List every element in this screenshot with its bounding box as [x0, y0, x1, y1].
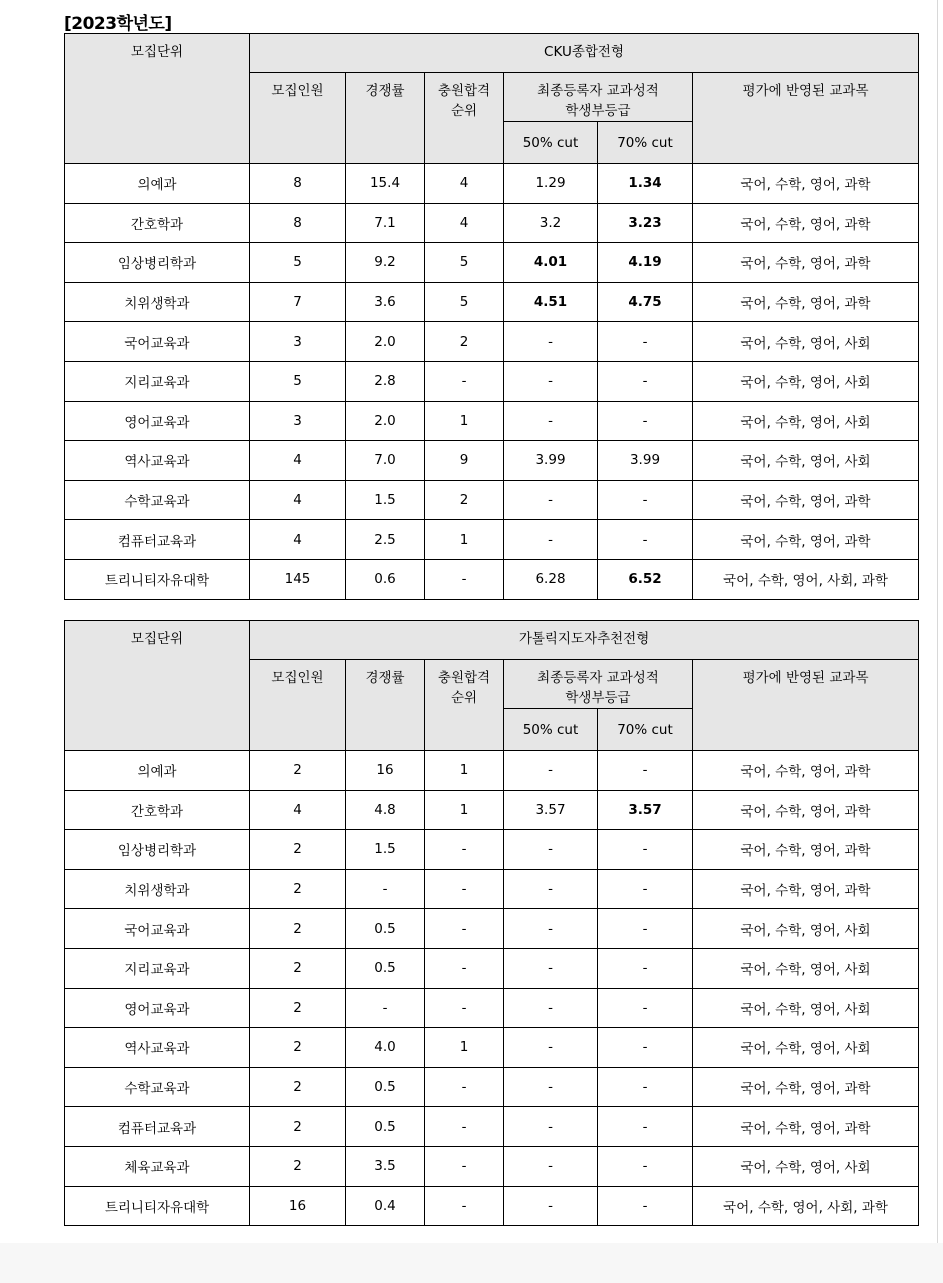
unit-cell: 수학교육과	[65, 480, 250, 520]
count-cell: 2	[250, 909, 346, 949]
rank-cell: -	[425, 361, 504, 401]
cut70-cell: 3.99	[598, 441, 693, 481]
section-title: [2023학년도]	[64, 14, 172, 34]
cut50-cell: -	[504, 909, 598, 949]
unit-cell: 치위생학과	[65, 282, 250, 322]
rate-cell: 0.6	[346, 559, 425, 599]
cut70-cell: 6.52	[598, 559, 693, 599]
header-grade	[504, 73, 693, 122]
rank-cell: -	[425, 1067, 504, 1107]
table-row	[65, 1067, 919, 1107]
rank-cell: 1	[425, 751, 504, 791]
unit-cell: 임상병리학과	[65, 830, 250, 870]
page-edge	[937, 0, 938, 1283]
count-cell: 2	[250, 751, 346, 791]
cut70-cell: -	[598, 751, 693, 791]
cut70-cell: -	[598, 1107, 693, 1147]
unit-cell: 의예과	[65, 751, 250, 791]
cut70-cell: -	[598, 520, 693, 560]
rate-cell: 4.0	[346, 1028, 425, 1068]
rate-cell: 0.5	[346, 909, 425, 949]
subjects-cell: 국어, 수학, 영어, 과학	[693, 869, 919, 909]
cut50-cell: -	[504, 322, 598, 362]
unit-cell: 체육교육과	[65, 1146, 250, 1186]
rank-cell: -	[425, 830, 504, 870]
unit-cell: 컴퓨터교육과	[65, 520, 250, 560]
header-line: 순위	[450, 103, 478, 119]
rank-cell: -	[425, 909, 504, 949]
header-unit: 모집단위	[65, 34, 250, 164]
cut50-cell: 4.51	[504, 282, 598, 322]
rank-cell: -	[425, 1107, 504, 1147]
cut50-cell: -	[504, 1067, 598, 1107]
header-unit: 모집단위	[65, 621, 250, 751]
header-cut70: 70% cut	[598, 122, 693, 164]
rank-cell: -	[425, 1146, 504, 1186]
header-line: 학생부등급	[565, 103, 631, 119]
table-row	[65, 909, 919, 949]
table-row	[65, 988, 919, 1028]
header-count: 모집인원	[250, 73, 346, 164]
count-cell: 3	[250, 401, 346, 441]
rate-cell: 9.2	[346, 243, 425, 283]
cut70-cell: -	[598, 988, 693, 1028]
rank-cell: 4	[425, 164, 504, 204]
cut50-cell: 6.28	[504, 559, 598, 599]
rank-cell: 5	[425, 243, 504, 283]
unit-cell: 치위생학과	[65, 869, 250, 909]
subjects-cell: 국어, 수학, 영어, 과학	[693, 480, 919, 520]
count-cell: 3	[250, 322, 346, 362]
subjects-cell: 국어, 수학, 영어, 과학	[693, 520, 919, 560]
header-line: 충원합격	[437, 83, 491, 99]
header-count: 모집인원	[250, 660, 346, 751]
cut50-cell: -	[504, 830, 598, 870]
header-admission-type: CKU종합전형	[250, 34, 919, 73]
rate-cell: 4.8	[346, 790, 425, 830]
count-cell: 5	[250, 361, 346, 401]
table-row	[65, 480, 919, 520]
unit-cell: 영어교육과	[65, 988, 250, 1028]
unit-cell: 의예과	[65, 164, 250, 204]
subjects-cell: 국어, 수학, 영어, 사회	[693, 948, 919, 988]
cut70-cell: -	[598, 909, 693, 949]
cut50-cell: -	[504, 1186, 598, 1226]
count-cell: 2	[250, 948, 346, 988]
count-cell: 2	[250, 1146, 346, 1186]
subjects-cell: 국어, 수학, 영어, 사회	[693, 441, 919, 481]
rank-cell: -	[425, 988, 504, 1028]
rate-cell: 0.5	[346, 1107, 425, 1147]
table-row	[65, 361, 919, 401]
cut50-cell: -	[504, 480, 598, 520]
unit-cell: 간호학과	[65, 790, 250, 830]
subjects-cell: 국어, 수학, 영어, 과학	[693, 751, 919, 791]
count-cell: 2	[250, 988, 346, 1028]
cut70-cell: 3.57	[598, 790, 693, 830]
subjects-cell: 국어, 수학, 영어, 과학	[693, 790, 919, 830]
subjects-cell: 국어, 수학, 영어, 과학	[693, 203, 919, 243]
table-row	[65, 520, 919, 560]
rank-cell: 1	[425, 790, 504, 830]
rank-cell: -	[425, 1186, 504, 1226]
rate-cell: 1.5	[346, 830, 425, 870]
cut50-cell: -	[504, 948, 598, 988]
subjects-cell: 국어, 수학, 영어, 과학	[693, 243, 919, 283]
header-rate: 경쟁률	[346, 73, 425, 164]
count-cell: 2	[250, 1067, 346, 1107]
count-cell: 2	[250, 869, 346, 909]
cut70-cell: -	[598, 480, 693, 520]
unit-cell: 국어교육과	[65, 909, 250, 949]
header-subjects: 평가에 반영된 교과목	[693, 660, 919, 751]
header-rate: 경쟁률	[346, 660, 425, 751]
unit-cell: 간호학과	[65, 203, 250, 243]
cut50-cell: -	[504, 988, 598, 1028]
cut50-cell: 3.2	[504, 203, 598, 243]
cut50-cell: -	[504, 869, 598, 909]
subjects-cell: 국어, 수학, 영어, 사회, 과학	[693, 559, 919, 599]
cut50-cell: 4.01	[504, 243, 598, 283]
admission-table-1	[64, 33, 919, 600]
cut50-cell: 3.57	[504, 790, 598, 830]
cut50-cell: 3.99	[504, 441, 598, 481]
header-line: 최종등록자 교과성적	[537, 670, 659, 686]
table-row	[65, 1186, 919, 1226]
table-row	[65, 790, 919, 830]
rank-cell: -	[425, 869, 504, 909]
subjects-cell: 국어, 수학, 영어, 사회	[693, 988, 919, 1028]
cut50-cell: -	[504, 751, 598, 791]
unit-cell: 영어교육과	[65, 401, 250, 441]
unit-cell: 지리교육과	[65, 361, 250, 401]
table-row	[65, 559, 919, 599]
header-row	[65, 621, 919, 660]
cut70-cell: -	[598, 1146, 693, 1186]
header-row	[65, 34, 919, 73]
count-cell: 2	[250, 830, 346, 870]
header-rank	[425, 73, 504, 164]
cut50-cell: -	[504, 401, 598, 441]
unit-cell: 트리니티자유대학	[65, 559, 250, 599]
rate-cell: 2.5	[346, 520, 425, 560]
rate-cell: 7.1	[346, 203, 425, 243]
cut70-cell: -	[598, 361, 693, 401]
rate-cell: 0.4	[346, 1186, 425, 1226]
unit-cell: 지리교육과	[65, 948, 250, 988]
subjects-cell: 국어, 수학, 영어, 사회	[693, 1146, 919, 1186]
header-subjects: 평가에 반영된 교과목	[693, 73, 919, 164]
count-cell: 4	[250, 480, 346, 520]
rank-cell: 9	[425, 441, 504, 481]
cut70-cell: -	[598, 830, 693, 870]
rate-cell: -	[346, 869, 425, 909]
rate-cell: 3.5	[346, 1146, 425, 1186]
count-cell: 8	[250, 164, 346, 204]
cut50-cell: 1.29	[504, 164, 598, 204]
rate-cell: 1.5	[346, 480, 425, 520]
cut70-cell: -	[598, 869, 693, 909]
unit-cell: 컴퓨터교육과	[65, 1107, 250, 1147]
unit-cell: 임상병리학과	[65, 243, 250, 283]
table-row	[65, 1107, 919, 1147]
unit-cell: 트리니티자유대학	[65, 1186, 250, 1226]
count-cell: 5	[250, 243, 346, 283]
subjects-cell: 국어, 수학, 영어, 과학	[693, 830, 919, 870]
unit-cell: 역사교육과	[65, 1028, 250, 1068]
rate-cell: 15.4	[346, 164, 425, 204]
rank-cell: 4	[425, 203, 504, 243]
count-cell: 2	[250, 1028, 346, 1068]
rank-cell: 2	[425, 322, 504, 362]
count-cell: 4	[250, 790, 346, 830]
subjects-cell: 국어, 수학, 영어, 사회	[693, 401, 919, 441]
table-row	[65, 830, 919, 870]
rank-cell: -	[425, 948, 504, 988]
table-row	[65, 441, 919, 481]
rate-cell: 7.0	[346, 441, 425, 481]
subjects-cell: 국어, 수학, 영어, 사회	[693, 361, 919, 401]
count-cell: 4	[250, 520, 346, 560]
subjects-cell: 국어, 수학, 영어, 과학	[693, 282, 919, 322]
rank-cell: 1	[425, 401, 504, 441]
header-cut50: 50% cut	[504, 122, 598, 164]
count-cell: 145	[250, 559, 346, 599]
table-row	[65, 401, 919, 441]
cut50-cell: -	[504, 361, 598, 401]
rate-cell: 16	[346, 751, 425, 791]
rank-cell: 5	[425, 282, 504, 322]
rate-cell: 0.5	[346, 948, 425, 988]
subjects-cell: 국어, 수학, 영어, 과학	[693, 1107, 919, 1147]
unit-cell: 수학교육과	[65, 1067, 250, 1107]
subjects-cell: 국어, 수학, 영어, 과학	[693, 164, 919, 204]
rank-cell: 2	[425, 480, 504, 520]
header-admission-type: 가톨릭지도자추천전형	[250, 621, 919, 660]
page-bottom	[0, 1243, 943, 1283]
rate-cell: 2.8	[346, 361, 425, 401]
count-cell: 7	[250, 282, 346, 322]
cut70-cell: 1.34	[598, 164, 693, 204]
table-row	[65, 1146, 919, 1186]
rate-cell: 2.0	[346, 322, 425, 362]
cut70-cell: -	[598, 401, 693, 441]
table-row	[65, 869, 919, 909]
unit-cell: 국어교육과	[65, 322, 250, 362]
header-rank	[425, 660, 504, 751]
rate-cell: -	[346, 988, 425, 1028]
cut50-cell: -	[504, 520, 598, 560]
header-line: 순위	[450, 690, 478, 706]
cut70-cell: -	[598, 1186, 693, 1226]
header-line: 최종등록자 교과성적	[537, 83, 659, 99]
subjects-cell: 국어, 수학, 영어, 사회	[693, 322, 919, 362]
rank-cell: 1	[425, 520, 504, 560]
subjects-cell: 국어, 수학, 영어, 사회	[693, 1028, 919, 1068]
header-line: 학생부등급	[565, 690, 631, 706]
cut50-cell: -	[504, 1028, 598, 1068]
table-row	[65, 751, 919, 791]
cut70-cell: -	[598, 322, 693, 362]
table-row	[65, 203, 919, 243]
header-cut50: 50% cut	[504, 709, 598, 751]
table-row	[65, 282, 919, 322]
cut70-cell: 4.19	[598, 243, 693, 283]
rate-cell: 3.6	[346, 282, 425, 322]
header-grade	[504, 660, 693, 709]
header-line: 충원합격	[437, 670, 491, 686]
subjects-cell: 국어, 수학, 영어, 과학	[693, 1067, 919, 1107]
table-row	[65, 1028, 919, 1068]
cut50-cell: -	[504, 1146, 598, 1186]
rate-cell: 2.0	[346, 401, 425, 441]
header-cut70: 70% cut	[598, 709, 693, 751]
rate-cell: 0.5	[346, 1067, 425, 1107]
rank-cell: 1	[425, 1028, 504, 1068]
table-row	[65, 948, 919, 988]
cut70-cell: -	[598, 1067, 693, 1107]
table-row	[65, 243, 919, 283]
count-cell: 16	[250, 1186, 346, 1226]
table-row	[65, 322, 919, 362]
cut70-cell: 3.23	[598, 203, 693, 243]
cut50-cell: -	[504, 1107, 598, 1147]
subjects-cell: 국어, 수학, 영어, 사회	[693, 909, 919, 949]
cut70-cell: -	[598, 948, 693, 988]
cut70-cell: -	[598, 1028, 693, 1068]
count-cell: 2	[250, 1107, 346, 1147]
rank-cell: -	[425, 559, 504, 599]
admission-table-2	[64, 620, 919, 1226]
count-cell: 4	[250, 441, 346, 481]
count-cell: 8	[250, 203, 346, 243]
unit-cell: 역사교육과	[65, 441, 250, 481]
cut70-cell: 4.75	[598, 282, 693, 322]
table-row	[65, 164, 919, 204]
subjects-cell: 국어, 수학, 영어, 사회, 과학	[693, 1186, 919, 1226]
